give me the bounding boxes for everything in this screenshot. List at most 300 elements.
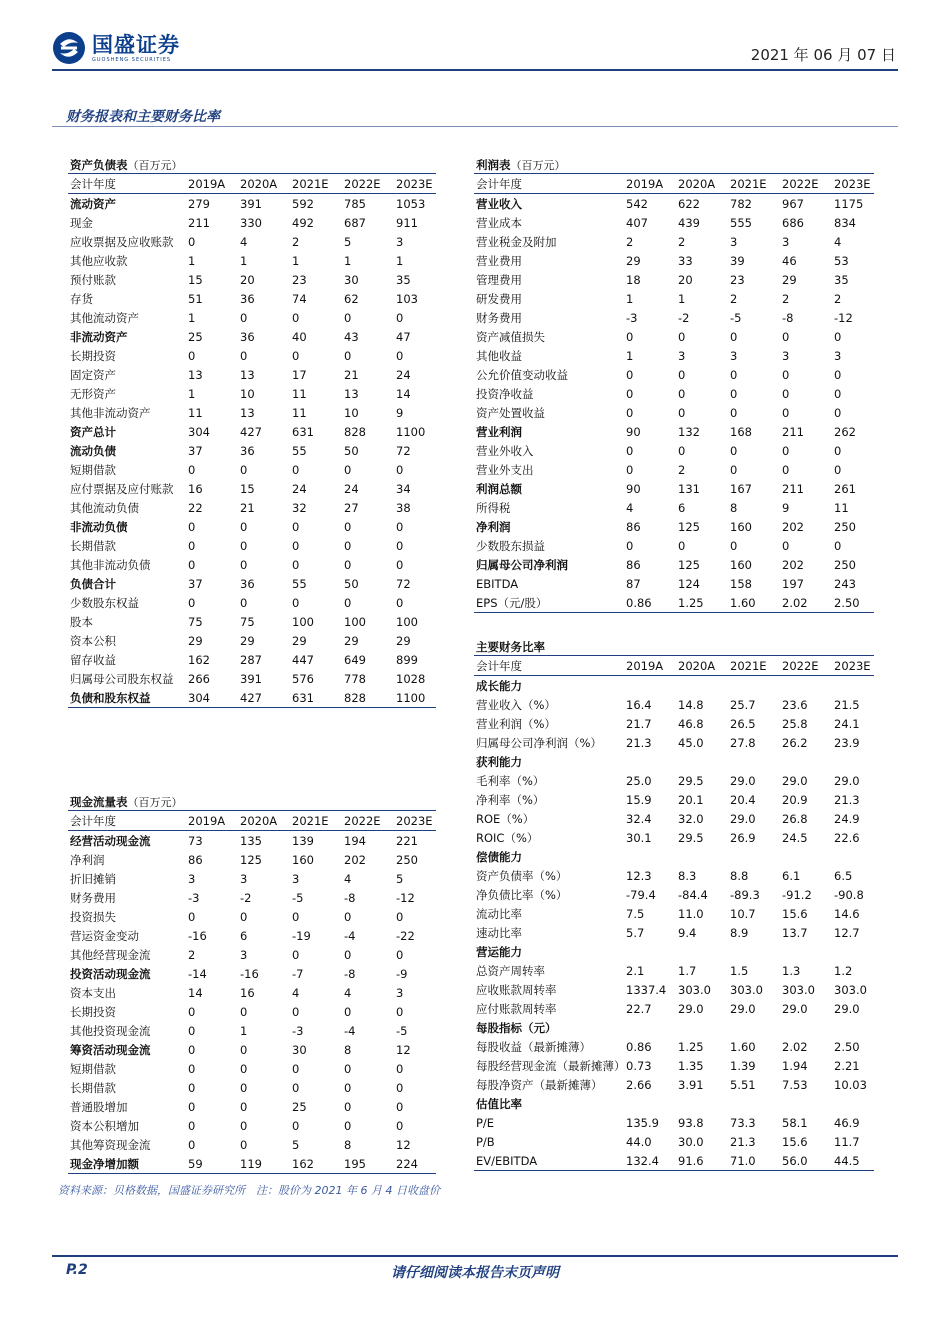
row-label: 营业外支出 xyxy=(476,462,534,477)
table-row xyxy=(474,790,874,809)
cell-value: 202 xyxy=(344,852,366,867)
cell-value: 0 xyxy=(344,310,352,325)
cell-value: 576 xyxy=(292,671,314,686)
row-label: 每股经营现金流（最新摊薄） xyxy=(476,1058,626,1073)
cell-value: 30 xyxy=(292,1042,307,1057)
cell-value: 1.7 xyxy=(678,963,697,978)
column-header: 2019A xyxy=(188,811,240,831)
cell-value: 24.9 xyxy=(834,811,860,826)
table-row xyxy=(474,885,874,904)
cell-value: 2 xyxy=(292,234,300,249)
cell-value: 0 xyxy=(240,557,248,572)
cell-value: -84.4 xyxy=(678,887,708,902)
cell-value: 197 xyxy=(782,576,804,591)
table-row xyxy=(68,517,436,536)
row-label: 预付账款 xyxy=(70,272,116,287)
table-row xyxy=(474,771,874,790)
cell-value: 0 xyxy=(240,1137,248,1152)
column-header: 2020A xyxy=(240,174,292,194)
income-statement-table xyxy=(474,157,874,613)
cell-value: 0 xyxy=(188,1042,196,1057)
cell-value: 303.0 xyxy=(782,982,815,997)
cell-value: 0 xyxy=(240,519,248,534)
cell-value: 287 xyxy=(240,652,262,667)
table-row xyxy=(68,650,436,669)
cell-value: 0 xyxy=(396,909,404,924)
cell-value: 36 xyxy=(240,576,255,591)
row-label: 资产总计 xyxy=(70,424,116,439)
cell-value: 1 xyxy=(626,291,634,306)
cell-value: 55 xyxy=(292,443,307,458)
disclaimer: 请仔细阅读本报告末页声明 xyxy=(391,1265,559,1281)
cell-value: 250 xyxy=(834,519,856,534)
row-label: 每股指标（元） xyxy=(476,1020,557,1035)
cell-value: 0 xyxy=(396,1080,404,1095)
cell-value: 1.25 xyxy=(678,1039,704,1054)
row-label: 归属母公司股东权益 xyxy=(70,671,174,686)
table-row xyxy=(474,1056,874,1075)
cell-value xyxy=(626,1094,678,1113)
row-label: 营运资金变动 xyxy=(70,928,139,943)
column-header: 2022E xyxy=(344,811,396,831)
cell-value: 834 xyxy=(834,215,856,230)
table-row xyxy=(68,384,436,403)
row-label: 长期借款 xyxy=(70,1080,116,1095)
cell-value: 87 xyxy=(626,576,641,591)
cell-value: 1 xyxy=(188,386,196,401)
row-label: 获利能力 xyxy=(476,754,522,769)
cell-value: 0 xyxy=(240,1004,248,1019)
cell-value xyxy=(782,752,834,771)
table-row xyxy=(68,365,436,384)
cell-value: 686 xyxy=(782,215,804,230)
cell-value: 75 xyxy=(240,614,255,629)
table-unit: （百万元） xyxy=(510,159,566,172)
footer-divider xyxy=(52,1255,898,1257)
table-row xyxy=(474,1075,874,1094)
cell-value: 0 xyxy=(396,595,404,610)
cell-value: 160 xyxy=(730,519,752,534)
table-row xyxy=(68,308,436,327)
cell-value: 29 xyxy=(626,253,641,268)
table-row xyxy=(68,555,436,574)
cell-value: 132.4 xyxy=(626,1151,678,1171)
column-header: 2021E xyxy=(730,656,782,676)
column-header: 2023E xyxy=(834,174,874,194)
cell-value: 0 xyxy=(240,595,248,610)
cell-value: 0 xyxy=(626,329,634,344)
row-label: 成长能力 xyxy=(476,678,522,693)
cell-value: 25 xyxy=(188,329,203,344)
table-row xyxy=(68,1078,436,1097)
cell-value: 14.8 xyxy=(678,697,704,712)
cell-value: 0 xyxy=(344,1118,352,1133)
table-row xyxy=(68,270,436,289)
row-label: 毛利率（%） xyxy=(476,773,545,788)
cell-value: 25.7 xyxy=(730,697,756,712)
cell-value: -12 xyxy=(834,310,853,325)
row-label: 应付账款周转率 xyxy=(476,1001,557,1016)
cell-value: 0 xyxy=(240,1042,248,1057)
cell-value: 1.94 xyxy=(782,1058,808,1073)
cell-value xyxy=(626,1018,678,1037)
row-label: 净利润 xyxy=(476,519,511,534)
table-row xyxy=(68,498,436,517)
cell-value: 828 xyxy=(344,688,396,708)
cell-value: 39 xyxy=(730,253,745,268)
cell-value: 3 xyxy=(396,985,404,1000)
cell-value xyxy=(626,676,678,696)
cell-value: 0 xyxy=(240,538,248,553)
table-row xyxy=(474,999,874,1018)
row-label: 流动资产 xyxy=(70,196,116,211)
cell-value: 29.5 xyxy=(678,830,704,845)
cell-value xyxy=(782,847,834,866)
row-label: 所得税 xyxy=(476,500,511,515)
cell-value: 0 xyxy=(344,1080,352,1095)
cell-value xyxy=(678,1094,730,1113)
cell-value: 46.8 xyxy=(678,716,704,731)
cell-value xyxy=(834,1094,874,1113)
cell-value: 7.53 xyxy=(782,1077,808,1092)
cell-value: 427 xyxy=(240,688,292,708)
row-label: 净利率（%） xyxy=(476,792,545,807)
cell-value: 8 xyxy=(344,1137,352,1152)
table-row xyxy=(474,593,874,613)
row-label: 财务费用 xyxy=(476,310,522,325)
table-title-text: 资产负债表 xyxy=(70,158,128,172)
table-row xyxy=(68,907,436,926)
cell-value: 250 xyxy=(834,557,856,572)
table-row xyxy=(474,251,874,270)
table-row xyxy=(68,536,436,555)
cell-value: 13 xyxy=(344,386,359,401)
table-row xyxy=(474,194,874,214)
row-label: 现金净增加额 xyxy=(68,1154,188,1174)
table-row xyxy=(474,403,874,422)
table-row xyxy=(68,460,436,479)
cell-value: 29.0 xyxy=(834,773,860,788)
cell-value: 0 xyxy=(240,1061,248,1076)
brand-name: 国盛证券 xyxy=(92,33,180,57)
cell-value: 2 xyxy=(188,947,196,962)
cell-value: 62 xyxy=(344,291,359,306)
column-header: 2021E xyxy=(292,811,344,831)
table-row xyxy=(474,574,874,593)
cell-value: -4 xyxy=(344,928,356,943)
cell-value: 0 xyxy=(188,557,196,572)
cell-value xyxy=(782,676,834,696)
cell-value: 36 xyxy=(240,443,255,458)
cell-value: 135.9 xyxy=(626,1115,659,1130)
cell-value: 2.21 xyxy=(834,1058,860,1073)
column-header: 2019A xyxy=(626,656,678,676)
cell-value: 8.9 xyxy=(730,925,749,940)
cell-value: 50 xyxy=(344,576,359,591)
cell-value: 13 xyxy=(188,367,203,382)
row-label: 资本支出 xyxy=(70,985,116,1000)
cell-value: 0 xyxy=(292,1118,300,1133)
table-header-row xyxy=(474,656,874,676)
cell-value: 125 xyxy=(240,852,262,867)
cell-value: 1 xyxy=(240,253,248,268)
table-row xyxy=(474,479,874,498)
cell-value: 0 xyxy=(344,519,352,534)
cell-value: 1 xyxy=(188,310,196,325)
row-label: 固定资产 xyxy=(70,367,116,382)
cell-value: 32 xyxy=(292,500,307,515)
row-label: EPS（元/股） xyxy=(474,593,626,613)
table-row xyxy=(68,403,436,422)
cell-value: 9.4 xyxy=(678,925,697,940)
table-row xyxy=(68,1135,436,1154)
row-label: 研发费用 xyxy=(476,291,522,306)
column-header: 会计年度 xyxy=(474,174,626,194)
cell-value: 2 xyxy=(834,291,842,306)
cell-value: 38 xyxy=(396,500,411,515)
cell-value: 0 xyxy=(188,538,196,553)
cell-value: -4 xyxy=(344,1023,356,1038)
cell-value: 26.8 xyxy=(782,811,808,826)
table-row xyxy=(68,926,436,945)
cell-value: 3.91 xyxy=(678,1077,704,1092)
table-row xyxy=(68,831,436,851)
cell-value: 135 xyxy=(240,833,262,848)
cell-value: 6 xyxy=(240,928,248,943)
cell-value: 23 xyxy=(292,272,307,287)
cell-value: 74 xyxy=(292,291,307,306)
cell-value: 35 xyxy=(396,272,411,287)
cell-value: 0 xyxy=(396,538,404,553)
header-divider xyxy=(52,69,898,71)
table-unit: （百万元） xyxy=(127,159,183,172)
cell-value: 5.7 xyxy=(626,925,645,940)
table-row xyxy=(474,498,874,517)
cell-value: 194 xyxy=(344,833,366,848)
cell-value: 20 xyxy=(678,272,693,287)
cell-value: 1.35 xyxy=(678,1058,704,1073)
cell-value: 0 xyxy=(240,909,248,924)
cell-value: 18 xyxy=(626,272,641,287)
table-row xyxy=(474,289,874,308)
financial-ratios-table xyxy=(474,639,874,1171)
cell-value: 2 xyxy=(678,462,686,477)
column-header: 2021E xyxy=(292,174,344,194)
cell-value: 0 xyxy=(240,1118,248,1133)
table-title xyxy=(474,639,874,655)
cell-value: 10 xyxy=(344,405,359,420)
cell-value: 0 xyxy=(344,348,352,363)
row-label: 每股收益（最新摊薄） xyxy=(476,1039,591,1054)
cell-value: 0 xyxy=(626,462,634,477)
table-row xyxy=(474,1113,874,1132)
cell-value: 86 xyxy=(626,557,641,572)
cell-value: 0 xyxy=(626,405,634,420)
cell-value xyxy=(730,752,782,771)
cell-value: 93.8 xyxy=(678,1115,704,1130)
cell-value: 27 xyxy=(344,500,359,515)
cell-value: 73.3 xyxy=(730,1115,756,1130)
table-row xyxy=(68,574,436,593)
cell-value xyxy=(626,752,678,771)
cell-value: 20.4 xyxy=(730,792,756,807)
row-label: 存货 xyxy=(70,291,93,306)
cell-value: 0 xyxy=(188,234,196,249)
row-label: 归属母公司净利润 xyxy=(476,557,568,572)
cell-value: 221 xyxy=(396,833,418,848)
cell-value: -91.2 xyxy=(782,887,812,902)
cell-value: 447 xyxy=(292,652,314,667)
cell-value: 687 xyxy=(344,215,366,230)
table-row xyxy=(474,460,874,479)
cell-value: 0 xyxy=(188,348,196,363)
cell-value: 25.8 xyxy=(782,716,808,731)
cell-value: 21.3 xyxy=(730,1134,756,1149)
row-label: 长期投资 xyxy=(70,348,116,363)
cell-value: 22.6 xyxy=(834,830,860,845)
cell-value: -5 xyxy=(396,1023,408,1038)
cell-value: 2 xyxy=(626,234,634,249)
cell-value: -16 xyxy=(188,928,207,943)
cell-value: 0 xyxy=(188,1137,196,1152)
column-header: 2022E xyxy=(782,656,834,676)
cell-value: 224 xyxy=(396,1154,436,1174)
row-label: EBITDA xyxy=(476,576,519,591)
cell-value: 0 xyxy=(678,367,686,382)
table-row xyxy=(474,555,874,574)
row-label: 其他收益 xyxy=(476,348,522,363)
cell-value: 211 xyxy=(782,481,804,496)
cell-value: 0 xyxy=(396,348,404,363)
row-label: 应收账款周转率 xyxy=(476,982,557,997)
cell-value: 15 xyxy=(188,272,203,287)
cell-value: 243 xyxy=(834,576,856,591)
cell-value: 649 xyxy=(344,652,366,667)
row-label: 其他非流动负债 xyxy=(70,557,151,572)
cell-value: 4 xyxy=(834,234,842,249)
row-label: 非流动负债 xyxy=(70,519,128,534)
table-row xyxy=(474,536,874,555)
table-row xyxy=(68,850,436,869)
cell-value xyxy=(730,942,782,961)
table-row xyxy=(68,289,436,308)
table-row xyxy=(474,1151,874,1171)
cell-value: -5 xyxy=(292,890,304,905)
cell-value: 20 xyxy=(240,272,255,287)
table-row xyxy=(68,1002,436,1021)
cell-value: 0 xyxy=(730,329,738,344)
column-header: 2022E xyxy=(344,174,396,194)
cell-value: 124 xyxy=(678,576,700,591)
row-label: 财务费用 xyxy=(70,890,116,905)
cell-value: 1053 xyxy=(396,196,426,211)
cell-value: 555 xyxy=(730,215,752,230)
cell-value: 26.2 xyxy=(782,735,808,750)
cell-value: 0 xyxy=(396,1004,404,1019)
cell-value: 1.60 xyxy=(730,593,782,613)
table-header-row xyxy=(68,174,436,194)
cell-value: -2 xyxy=(240,890,252,905)
column-header: 2020A xyxy=(240,811,292,831)
row-label: 投资净收益 xyxy=(476,386,534,401)
cell-value: 16.4 xyxy=(626,697,652,712)
cell-value: 11 xyxy=(188,405,203,420)
row-label: 资本公积增加 xyxy=(70,1118,139,1133)
cashflow-table xyxy=(68,794,436,1174)
row-label: 留存收益 xyxy=(70,652,116,667)
cell-value: 0 xyxy=(292,909,300,924)
cell-value: 44.0 xyxy=(626,1134,652,1149)
cell-value: 16 xyxy=(188,481,203,496)
cell-value: 304 xyxy=(188,688,240,708)
cell-value: 11 xyxy=(834,500,849,515)
cell-value: 0 xyxy=(292,947,300,962)
table-row xyxy=(474,1037,874,1056)
cell-value: 29.0 xyxy=(730,811,756,826)
table-row xyxy=(474,752,874,771)
cell-value: 3 xyxy=(730,234,738,249)
row-label: 应收票据及应收账款 xyxy=(70,234,174,249)
cell-value: 6 xyxy=(678,500,686,515)
cell-value: 330 xyxy=(240,215,262,230)
row-label: 营业税金及附加 xyxy=(476,234,557,249)
cell-value: -14 xyxy=(188,966,207,981)
cell-value: 1.25 xyxy=(678,593,730,613)
cell-value: 0 xyxy=(626,386,634,401)
section-divider xyxy=(52,126,898,127)
cell-value: 29.0 xyxy=(782,773,808,788)
cell-value: 44.5 xyxy=(834,1151,874,1171)
cell-value: 24.5 xyxy=(782,830,808,845)
guosheng-logo-icon xyxy=(52,31,86,65)
table-row xyxy=(68,1021,436,1040)
row-label: 每股净资产（最新摊薄） xyxy=(476,1077,603,1092)
table-row xyxy=(474,904,874,923)
cell-value: 10.7 xyxy=(730,906,756,921)
cell-value: -19 xyxy=(292,928,311,943)
table-row xyxy=(474,422,874,441)
cell-value: 37 xyxy=(188,443,203,458)
cell-value xyxy=(834,676,874,696)
row-label: 营业收入（%） xyxy=(476,697,556,712)
cell-value: 0 xyxy=(396,310,404,325)
cell-value: 90 xyxy=(626,424,641,439)
cell-value: -9 xyxy=(396,966,408,981)
cell-value: 4 xyxy=(344,871,352,886)
table-row xyxy=(474,733,874,752)
cell-value: 391 xyxy=(240,196,262,211)
cell-value: 202 xyxy=(782,519,804,534)
cell-value: 3 xyxy=(240,947,248,962)
cell-value: 0 xyxy=(730,462,738,477)
cell-value xyxy=(834,942,874,961)
cell-value: 37 xyxy=(188,576,203,591)
column-header: 2023E xyxy=(396,811,436,831)
row-label: 营业费用 xyxy=(476,253,522,268)
row-label: 非流动资产 xyxy=(70,329,128,344)
cell-value: 12 xyxy=(396,1137,411,1152)
cell-value: 0 xyxy=(188,1080,196,1095)
cell-value: 0 xyxy=(834,538,842,553)
cell-value: 3 xyxy=(240,871,248,886)
cell-value: 9 xyxy=(782,500,790,515)
cell-value xyxy=(678,752,730,771)
table-row xyxy=(68,593,436,612)
row-label: 短期借款 xyxy=(70,1061,116,1076)
cell-value: 0 xyxy=(730,367,738,382)
row-label: 资产负债率（%） xyxy=(476,868,568,883)
column-header: 会计年度 xyxy=(474,656,626,676)
